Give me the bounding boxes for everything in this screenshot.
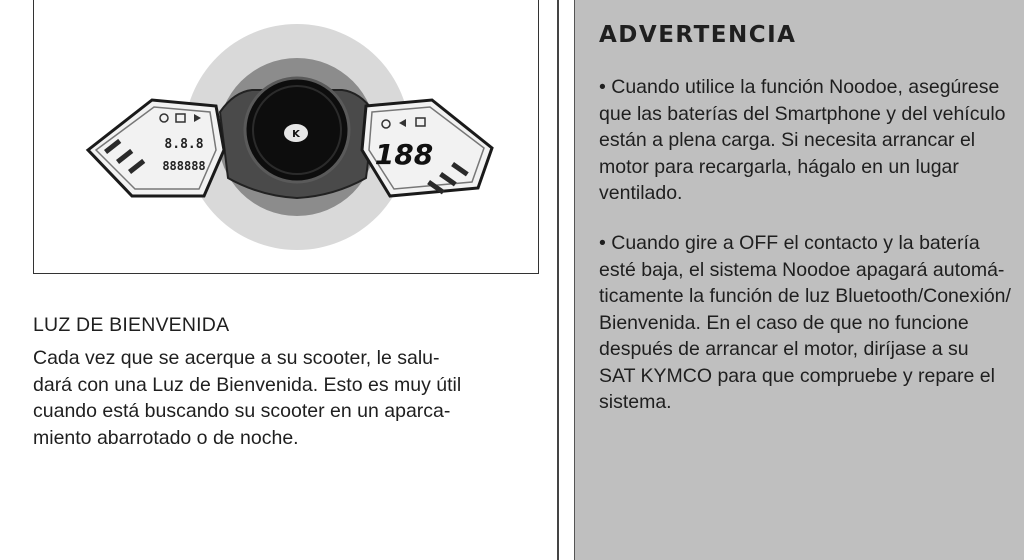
body-line: cuando está buscando su scooter en un aparca- [33, 400, 451, 422]
warning-panel [574, 0, 1024, 560]
left-cluster-readout-top: 8.8.8 [164, 137, 204, 152]
body-line: miento abarrotado o de noche. [33, 426, 299, 449]
warning-line: después de arrancar el motor, diríjase a su [599, 338, 969, 360]
warning-line: ventilado. [599, 182, 683, 204]
dashboard-illustration-frame [33, 0, 539, 274]
kymco-logo-text: K [292, 129, 300, 140]
warning-line: ticamente la función de luz Bluetooth/Conexión/ [599, 285, 1011, 307]
warning-line: motor para recargarla, hágalo en un lugar [599, 155, 959, 178]
warning-line: Bienvenida. En el caso de que no funcione [599, 311, 969, 334]
warning-line: sistema. [599, 391, 672, 413]
warning-line: que las baterías del Smartphone y del vehículo [599, 102, 1006, 125]
warning-title: ADVERTENCIA [599, 22, 797, 48]
welcome-light-description [33, 345, 503, 451]
speed-readout: 188 [374, 138, 434, 171]
warning-line: SAT KYMCO para que compruebe y repare el [599, 364, 995, 387]
warning-paragraph-off [599, 230, 1024, 416]
warning-line: esté baja, el sistema Noodoe apagará automá- [599, 258, 1005, 281]
warning-paragraph-battery [599, 74, 1024, 207]
section-heading: LUZ DE BIENVENIDA [33, 314, 230, 336]
left-cluster-readout-bottom: 888888 [162, 159, 206, 173]
warning-line: están a plena carga. Si necesita arrancar el [599, 129, 976, 151]
warning-line: • Cuando gire a OFF el contacto y la batería [599, 232, 980, 254]
dashboard-illustration [34, 0, 540, 274]
column-divider [557, 0, 559, 560]
warning-line: • Cuando utilice la función Noodoe, asegúrese [599, 76, 1000, 98]
body-line: dará con una Luz de Bienvenida. Esto es muy útil [33, 373, 462, 396]
body-line: Cada vez que se acerque a su scooter, le salu- [33, 347, 440, 369]
